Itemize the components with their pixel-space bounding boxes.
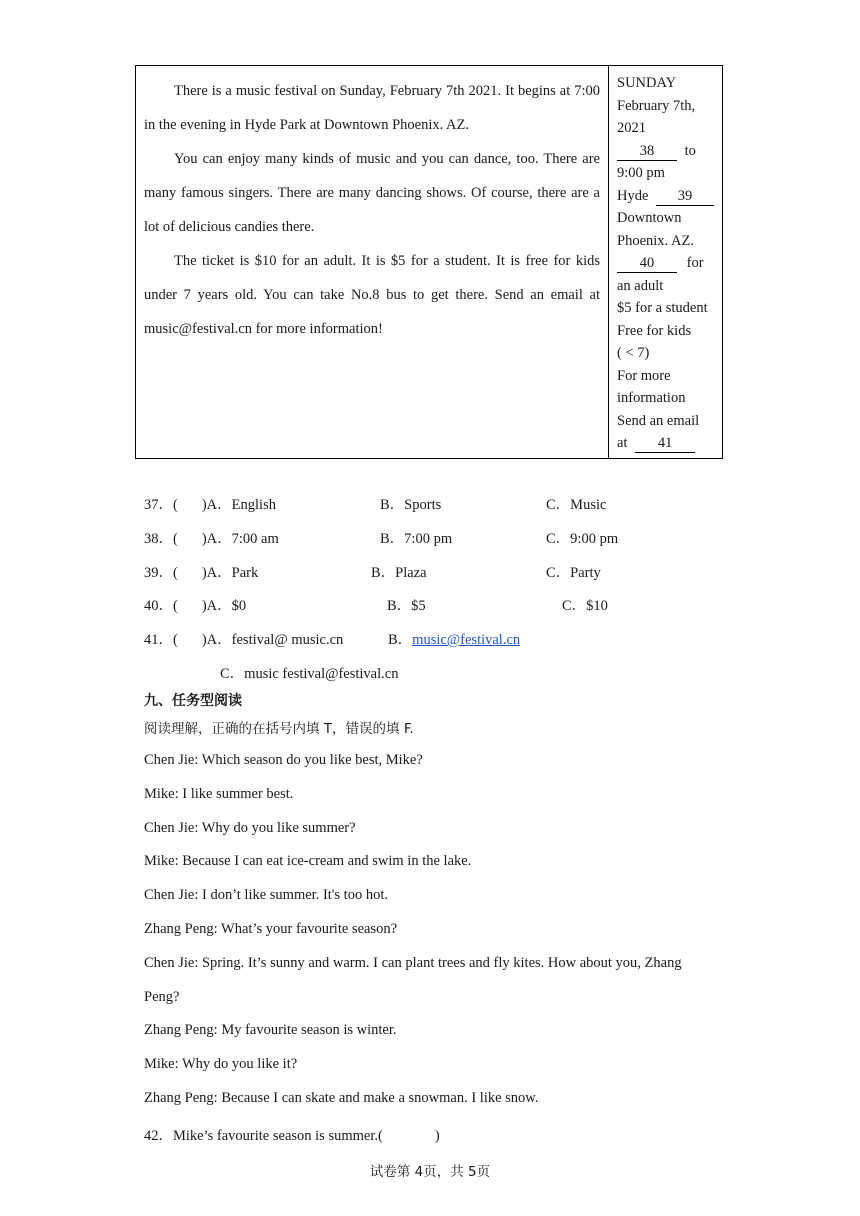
- option-a-label: )A．: [201, 598, 232, 614]
- note-price-row: [617, 252, 721, 275]
- question-40-option-b: B．$5: [387, 598, 426, 614]
- option-a-label: )A．: [201, 531, 232, 547]
- note-to: to: [684, 142, 696, 159]
- option-a: 7:00 am: [231, 531, 279, 547]
- passage-paragraph-3: The ticket is $10 for an adult. It is $5 for a student. It is free for kids under 7 years old. You can take No.8 bus to get there. Send an email at music@festival.cn for more information!: [144, 253, 600, 337]
- note-more-1: For more: [617, 367, 671, 384]
- dialogue-line: Mike: I like summer best.: [144, 786, 294, 802]
- question-38-option-b: B．7:00 pm: [380, 531, 453, 547]
- note-at: at: [617, 435, 628, 451]
- question-41: [144, 628, 343, 649]
- question-40: [144, 594, 246, 615]
- section-title: 九、任务型阅读: [144, 693, 242, 709]
- section-instruction: 阅读理解，正确的在括号内填 T，错误的填 F.: [144, 721, 414, 737]
- question-38-option-c: C．9:00 pm: [546, 531, 619, 547]
- question-number: 38．(: [144, 531, 178, 547]
- question-39-option-c: C．Party: [546, 565, 601, 581]
- note-end-time: 9:00 pm: [617, 165, 665, 181]
- note-date-1: February 7th,: [617, 97, 696, 114]
- note-email: Send an email: [617, 412, 700, 429]
- question-number: 39．(: [144, 565, 178, 581]
- note-free: Free for kids: [617, 322, 692, 339]
- note-email-row: [617, 432, 721, 455]
- option-a: Park: [231, 565, 259, 581]
- dialogue-line: Chen Jie: Why do you like summer?: [144, 820, 356, 836]
- question-number: 41．(: [144, 632, 178, 648]
- question-39: [144, 561, 258, 582]
- question-41-option-b: B．music@festival.cn: [388, 632, 521, 648]
- note-time-row: [617, 140, 721, 163]
- dialogue-line: Zhang Peng: Because I can skate and make a snowman. I like snow.: [144, 1090, 539, 1106]
- option-a: $0: [231, 598, 247, 614]
- note-downtown: Downtown: [617, 210, 682, 226]
- option-a: English: [231, 497, 276, 513]
- table-divider: [608, 66, 609, 458]
- blank-40: 40: [617, 254, 677, 273]
- question-number: 40．(: [144, 598, 178, 614]
- question-38: [144, 527, 279, 548]
- page-footer: 试卷第 4页，共 5页: [369, 1164, 491, 1180]
- passage-table: [135, 65, 723, 459]
- question-40-option-c: C．$10: [562, 598, 608, 614]
- option-a-label: )A．: [201, 632, 232, 648]
- blank-38: 38: [617, 142, 677, 161]
- note-phoenix: Phoenix. AZ.: [617, 232, 694, 249]
- note-day: SUNDAY: [617, 75, 677, 91]
- question-41-option-c: C．music festival@festival.cn: [220, 666, 399, 682]
- question-37: [144, 493, 276, 514]
- notes-column: [617, 72, 721, 455]
- note-age: ( < 7): [617, 345, 650, 361]
- note-adult: an adult: [617, 277, 664, 294]
- dialogue-line: Mike: Why do you like it?: [144, 1056, 298, 1072]
- question-42-text: 42．Mike’s favourite season is summer.(: [144, 1128, 383, 1144]
- note-place-row: [617, 185, 721, 208]
- question-39-option-b: B．Plaza: [371, 565, 427, 581]
- note-date-2: 2021: [617, 120, 646, 136]
- dialogue-line: Zhang Peng: My favourite season is winter.: [144, 1022, 397, 1038]
- note-hyde: Hyde: [617, 187, 649, 204]
- dialogue-line: Mike: Because I can eat ice-cream and swim in the lake.: [144, 853, 472, 869]
- passage-paragraph-2: You can enjoy many kinds of music and you can dance, too. There are many famous singers. There are many dancing shows. Of course, there are a lot of delicious candies there.: [144, 151, 600, 235]
- dialogue-line: Chen Jie: Spring. It’s sunny and warm. I can plant trees and fly kites. How about you, Zhang: [144, 955, 682, 971]
- question-37-option-c: C．Music: [546, 497, 607, 513]
- question-number: 37．(: [144, 497, 178, 513]
- passage-paragraph-1: There is a music festival on Sunday, February 7th 2021. It begins at 7:00 in the evening in Hyde Park at Downtown Phoenix. AZ.: [144, 83, 600, 133]
- note-more-2: information: [617, 390, 686, 406]
- blank-41: 41: [635, 434, 695, 453]
- dialogue-line: Chen Jie: Which season do you like best, Mike?: [144, 752, 423, 768]
- option-a-label: )A．: [201, 565, 232, 581]
- option-a-label: )A．: [201, 497, 232, 513]
- question-42: 42．Mike’s favourite season is summer.( ): [144, 1128, 440, 1144]
- dialogue-line: Zhang Peng: What’s your favourite season?: [144, 921, 398, 937]
- dialogue-line: Chen Jie: I don’t like summer. It's too hot.: [144, 887, 388, 903]
- email-link[interactable]: music@festival.cn: [412, 632, 521, 648]
- question-37-option-b: B．Sports: [380, 497, 442, 513]
- option-a: festival@ music.cn: [231, 632, 344, 648]
- dialogue-line: Peng?: [144, 989, 180, 1005]
- note-for: for: [686, 255, 704, 271]
- note-student: $5 for a student: [617, 300, 708, 316]
- passage-text: [144, 74, 600, 346]
- blank-39: 39: [656, 187, 714, 206]
